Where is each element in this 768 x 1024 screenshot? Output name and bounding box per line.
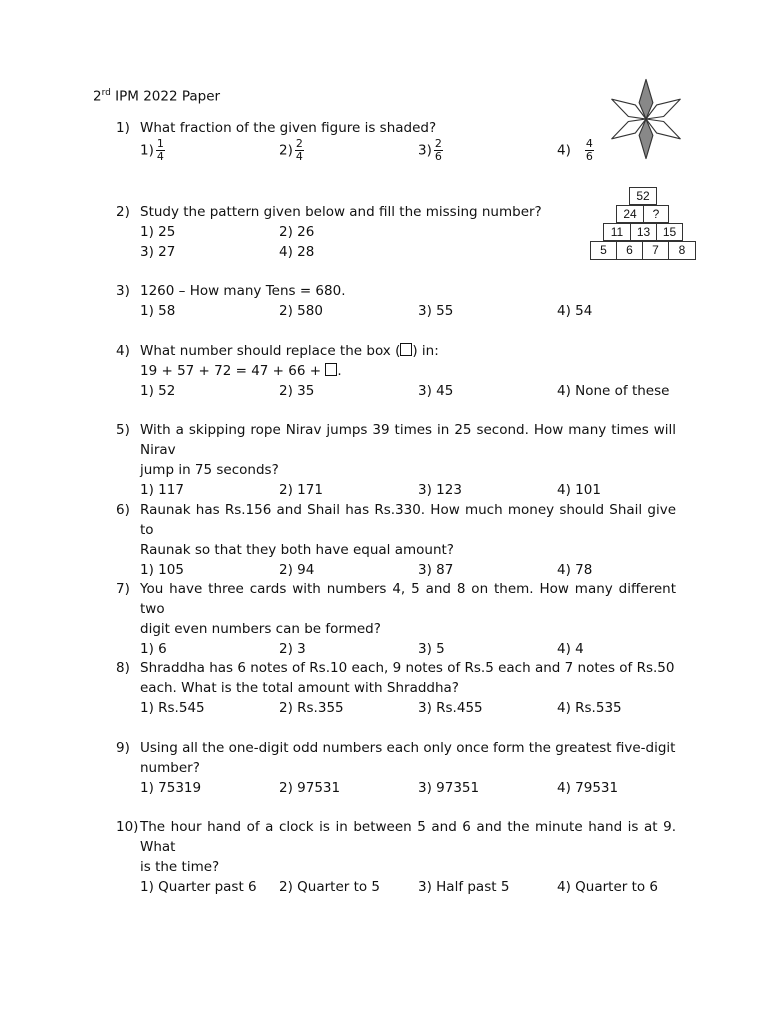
- pyramid-cell: 7: [642, 241, 669, 260]
- title-prefix: 2: [93, 88, 102, 105]
- option-3: 3) 97351: [418, 780, 480, 796]
- question-number: 10): [116, 819, 139, 835]
- option-4: 4) 78: [557, 562, 593, 578]
- question-number: 1): [116, 120, 130, 136]
- question-number: 2): [116, 204, 130, 220]
- question-8: [116, 658, 676, 718]
- question-6: [116, 500, 676, 580]
- question-3: [116, 281, 676, 321]
- option-2: 2) 94: [279, 562, 315, 578]
- pyramid-cell: 52: [629, 187, 657, 205]
- title-text: IPM 2022 Paper: [110, 88, 221, 105]
- question-10: [116, 817, 676, 897]
- question-text-continued: jump in 75 seconds?: [140, 462, 279, 478]
- option-4: 4) 79531: [557, 780, 619, 796]
- question-equation: 19 + 57 + 72 = 47 + 66 + .: [140, 363, 342, 379]
- option-3: 3) 123: [418, 482, 462, 498]
- question-text: Raunak has Rs.156 and Shail has Rs.330. How much money should Shail give to: [140, 502, 676, 538]
- option-1: 1) 117: [140, 482, 184, 498]
- question-text: What number should replace the box ( ) in:: [140, 343, 439, 359]
- option-3: 3) Rs.455: [418, 700, 483, 716]
- option-4: 4) Rs.535: [557, 700, 622, 716]
- option-3: 3) 45: [418, 383, 454, 399]
- option-2: 2) Quarter to 5: [279, 879, 381, 895]
- question-1: [116, 118, 676, 163]
- question-text: What fraction of the given figure is shaded?: [140, 120, 437, 136]
- question-number: 4): [116, 343, 130, 359]
- question-number: 6): [116, 502, 130, 518]
- option-3: 3) 55: [418, 303, 454, 319]
- question-text: Using all the one-digit odd numbers each only once form the greatest five-digit: [140, 740, 676, 756]
- pyramid-cell: ?: [643, 205, 669, 223]
- pyramid-cell: 24: [616, 205, 644, 223]
- option-3: 3) Half past 5: [418, 879, 510, 895]
- option-2: 2) $\frac{2}{4}$: [279, 137, 303, 163]
- option-3: 3) $\frac{2}{6}$: [418, 137, 442, 163]
- question-5: [116, 420, 676, 500]
- option-1: 1) Quarter past 6: [140, 879, 257, 895]
- blank-box-icon: [325, 363, 337, 376]
- question-text: The hour hand of a clock is in between 5 and 6 and the minute hand is at 9. What: [140, 819, 676, 855]
- pyramid-cell: 13: [630, 223, 657, 241]
- paper-title: [93, 88, 220, 105]
- question-7: [116, 579, 676, 659]
- option-3: 3) 87: [418, 562, 454, 578]
- question-number: 3): [116, 283, 130, 299]
- blank-box-icon: [400, 343, 412, 356]
- question-text-continued: number?: [140, 760, 200, 776]
- option-1: 1) 25: [140, 224, 176, 240]
- question-number: 9): [116, 740, 130, 756]
- option-4: 4) 101: [557, 482, 601, 498]
- option-2: 2) 26: [279, 224, 315, 240]
- question-number: 8): [116, 660, 130, 676]
- question-text-continued: each. What is the total amount with Shraddha?: [140, 680, 459, 696]
- option-3: 3) 27: [140, 244, 176, 260]
- question-text-continued: is the time?: [140, 859, 220, 875]
- pyramid-cell: 11: [603, 223, 631, 241]
- option-2: 2) Rs.355: [279, 700, 344, 716]
- question-text-continued: digit even numbers can be formed?: [140, 621, 381, 637]
- pyramid-cell: 5: [590, 241, 617, 260]
- option-4: 4) $\frac{4}{6}$: [557, 137, 593, 163]
- question-text: With a skipping rope Nirav jumps 39 times in 25 second. How many times will Nirav: [140, 422, 676, 458]
- question-9: [116, 738, 676, 798]
- pyramid-cell: 8: [668, 241, 696, 260]
- question-text: Study the pattern given below and fill the missing number?: [140, 204, 542, 220]
- pyramid-cell: 15: [656, 223, 683, 241]
- option-2: 2) 97531: [279, 780, 341, 796]
- option-4: 4) 28: [279, 244, 315, 260]
- option-4: 4) 54: [557, 303, 593, 319]
- title-superscript: rd: [101, 88, 111, 98]
- question-text: 1260 – How many Tens = 680.: [140, 283, 346, 299]
- option-1: 1) 105: [140, 562, 184, 578]
- option-1: 1) 58: [140, 303, 176, 319]
- option-1: 1) 75319: [140, 780, 202, 796]
- option-2: 2) 35: [279, 383, 315, 399]
- option-4: 4) 4: [557, 641, 584, 657]
- question-4: [116, 341, 676, 401]
- option-1: 1) $\frac{1}{4}$: [140, 137, 164, 163]
- option-2: 2) 580: [279, 303, 323, 319]
- pyramid-cell: 6: [616, 241, 643, 260]
- question-text-continued: Raunak so that they both have equal amount?: [140, 542, 454, 558]
- question-text: You have three cards with numbers 4, 5 and 8 on them. How many different two: [140, 581, 676, 617]
- option-1: 1) 52: [140, 383, 176, 399]
- question-text: Shraddha has 6 notes of Rs.10 each, 9 notes of Rs.5 each and 7 notes of Rs.50: [140, 660, 675, 676]
- option-4: 4) Quarter to 6: [557, 879, 659, 895]
- option-1: 1) 6: [140, 641, 167, 657]
- number-pyramid: [590, 187, 696, 261]
- option-4: 4) None of these: [557, 383, 670, 399]
- question-number: 7): [116, 581, 130, 597]
- option-2: 2) 3: [279, 641, 306, 657]
- question-number: 5): [116, 422, 130, 438]
- option-3: 3) 5: [418, 641, 445, 657]
- option-2: 2) 171: [279, 482, 323, 498]
- option-1: 1) Rs.545: [140, 700, 205, 716]
